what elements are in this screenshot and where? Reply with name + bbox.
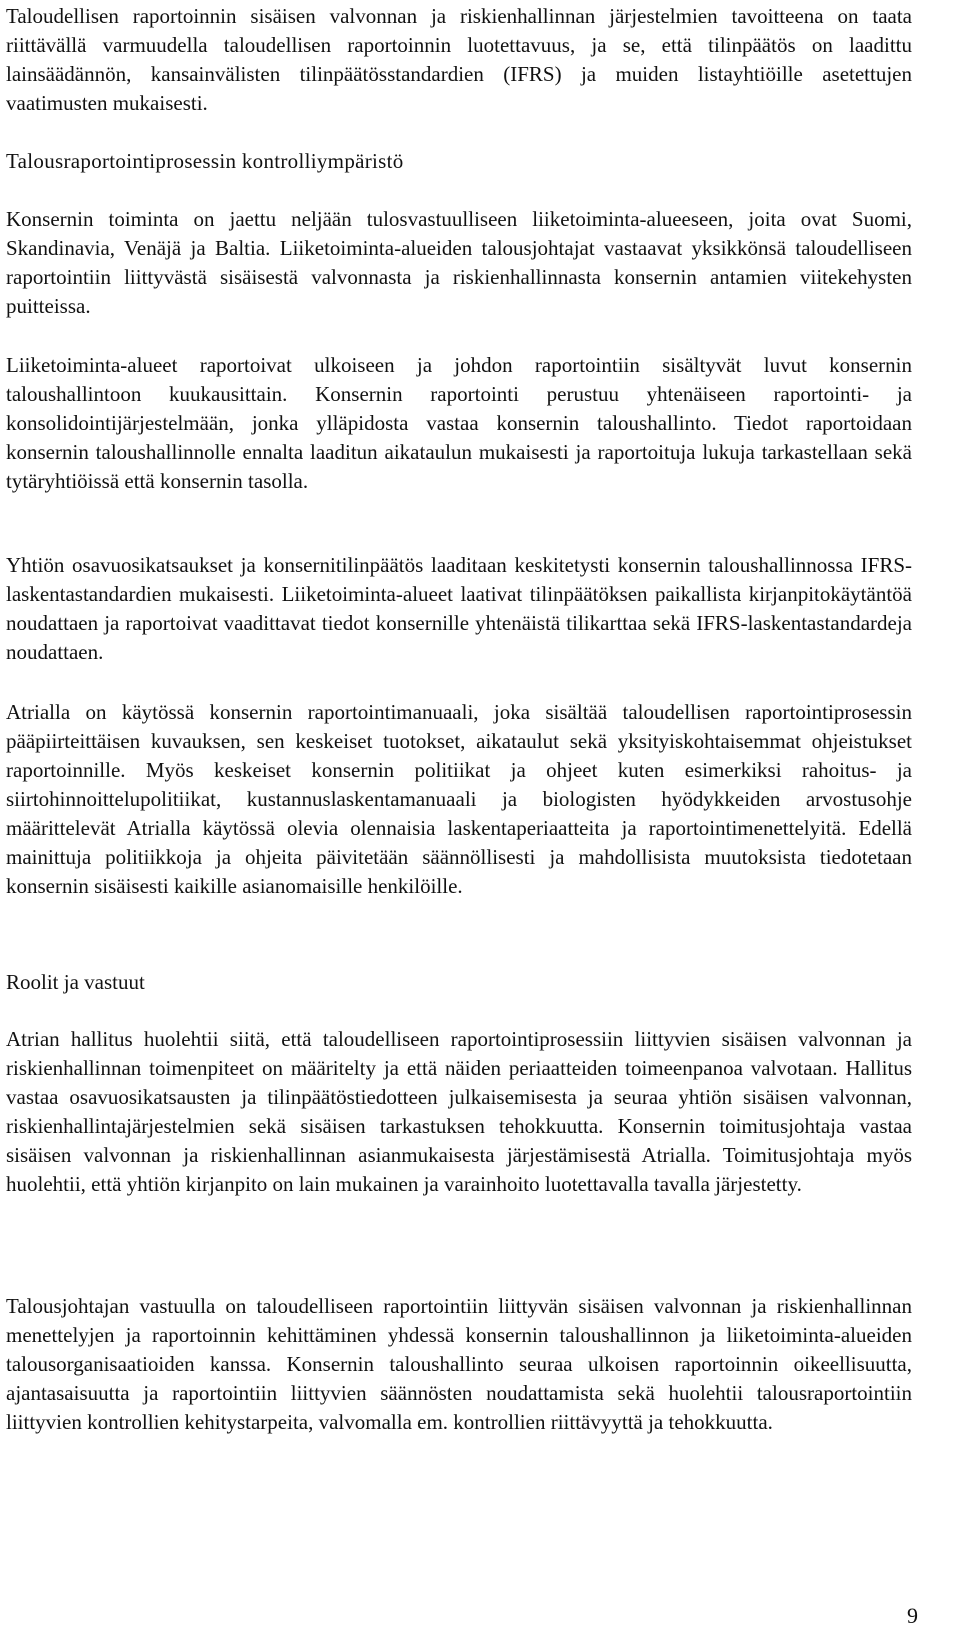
paragraph: Yhtiön osavuosikatsaukset ja konsernitilinpäätös laaditaan keskitetysti konsernin taloushallinnossa IFRS-laskentastandardien mukaisesti. Liiketoiminta-alueet laativat tilinpäätöksen paikallista kirjanpitokäytäntöä noudattaen ja raportoivat vaadittavat tiedot konsernille yhtenäistä tilikarttaa sekä IFRS-laskentastandardeja noudattaen. (6, 553, 912, 664)
paragraph: Atrian hallitus huolehtii siitä, että taloudelliseen raportointiprosessiin liittyvien sisäisen valvonnan ja riskienhallinnan toimenpiteet on määritelty ja että näiden periaatteiden toimeenpanoa valvotaan. Hallitus vastaa osavuosikatsausten ja tilinpäätöstiedotteen julkaisemisesta ja seuraa yhtiön sisäisen valvonnan, riskienhallintajärjestelmien sekä sisäisen tarkastuksen tehokkuutta. Konsernin toimitusjohtaja vastaa sisäisen valvonnan ja riskienhallinnan asianmukaisesta järjestämisestä Atrialla. Toimitusjohtaja myös huolehtii, että yhtiön kirjanpito on lain mukainen ja varainhoito luotettavalla tavalla järjestetty. (6, 1027, 912, 1196)
section-heading-control-environment: Talousraportointiprosessin kontrolliympäristö (6, 149, 404, 173)
intro-paragraph: Taloudellisen raportoinnin sisäisen valvonnan ja riskienhallinnan järjestelmien tavoitteena on taata riittävällä varmuudella taloudellisen raportoinnin luotettavuus, ja se, että tilinpäätös on laadittu lainsäädännön, kansainvälisten tilinpäätösstandardien (IFRS) ja muiden listayhtiöille asetettujen vaatimusten mukaisesti. (6, 4, 912, 115)
paragraph: Liiketoiminta-alueet raportoivat ulkoiseen ja johdon raportointiin sisältyvät luvut konsernin taloushallintoon kuukausittain. Konsernin raportointi perustuu yhtenäiseen raportointi- ja konsolidointijärjestelmään, jonka ylläpidosta vastaa konsernin taloushallinto. Tiedot raportoidaan konsernin taloushallinnolle ennalta laaditun aikataulun mukaisesti ja raportoituja lukuja tarkastellaan sekä tytäryhtiöissä että konsernin tasolla. (6, 353, 912, 493)
page-number: 9 (907, 1603, 918, 1628)
paragraph: Konsernin toiminta on jaettu neljään tulosvastuulliseen liiketoiminta-alueeseen, joita ovat Suomi, Skandinavia, Venäjä ja Baltia. Liiketoiminta-alueiden talousjohtajat vastaavat yksikkönsä taloudelliseen raportointiin liittyvästä sisäisestä valvonnasta ja riskienhallinnasta konsernin antamien viitekehysten puitteissa. (6, 207, 912, 318)
paragraph: Atrialla on käytössä konsernin raportointimanuaali, joka sisältää taloudellisen raportointiprosessin pääpiirteittäisen kuvauksen, sen keskeiset tuotokset, aikataulut sekä yksityiskohtaisemmat ohjeistukset raportoinnille. Myös keskeiset konsernin politiikat ja ohjeet kuten esimerkiksi rahoitus- ja siirtohinnoittelupolitiikat, kustannuslaskentamanuaali ja biologisten hyödykkeiden arvostusohje määrittelevät Atrialla käytössä olevia olennaisia laskentaperiaatteita ja raportointimenettelyitä. Edellä mainittuja politiikkoja ja ohjeita päivitetään säännöllisesti ja mahdollisista muutoksista tiedotetaan konsernin sisäisesti kaikille asianomaisille henkilöille. (6, 700, 912, 898)
paragraph: Talousjohtajan vastuulla on taloudelliseen raportointiin liittyvän sisäisen valvonnan ja riskienhallinnan menettelyjen ja raportoinnin kehittäminen yhdessä konsernin taloushallinnon ja liiketoiminta-alueiden talousorganisaatioiden kanssa. Konsernin taloushallinto seuraa ulkoisen raportoinnin oikeellisuutta, ajantasaisuutta ja raportointiin liittyvien säännösten noudattamista sekä huolehtii talousraportointiin liittyvien kontrollien kehitystarpeita, valvomalla em. kontrollien riittävyyttä ja tehokkuutta. (6, 1294, 912, 1434)
section-heading-roles: Roolit ja vastuut (6, 970, 145, 994)
